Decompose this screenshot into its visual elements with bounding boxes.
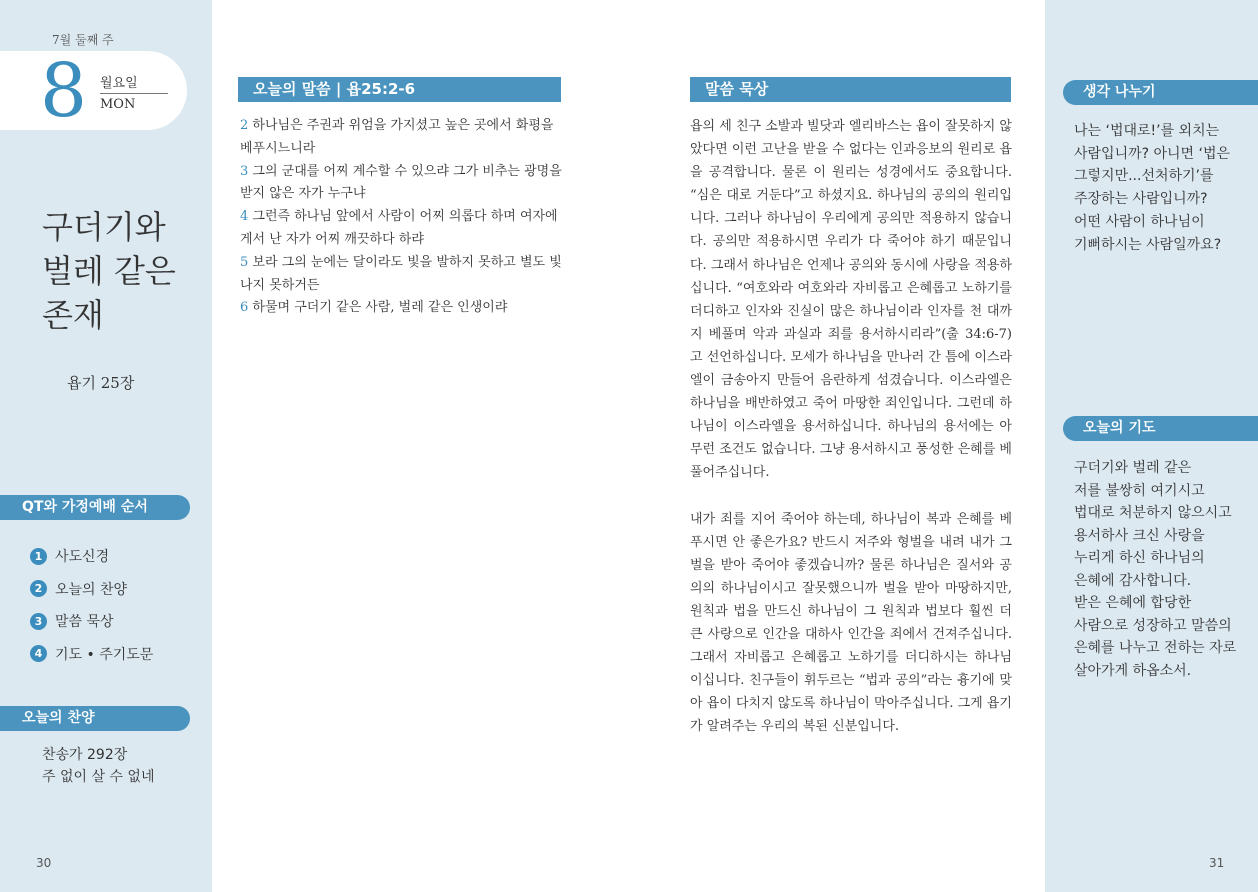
- prayer-line: 받은 은혜에 합당한: [1074, 595, 1192, 611]
- prayer-line: 은혜를 나누고 전하는 자로: [1074, 640, 1237, 656]
- day-of-week-en: MON: [100, 97, 136, 112]
- scripture-passage: [240, 115, 566, 320]
- prayer-line: 살아가게 하옵소서.: [1074, 662, 1192, 679]
- order-heading: QT와 가정예배 순서: [0, 495, 190, 520]
- date-box: [0, 48, 187, 134]
- prayer-heading: 오늘의 기도: [1063, 416, 1258, 441]
- share-text: [1074, 120, 1254, 256]
- order-item-label: 오늘의 찬양: [55, 581, 128, 598]
- chapter-reference: 욥기 25장: [67, 374, 135, 392]
- prayer-line: 용서하사 크신 사랑을: [1074, 527, 1205, 544]
- meditation-heading: 말씀 묵상: [690, 77, 1011, 102]
- share-line: 그렇지만...선처하기’를: [1074, 168, 1214, 185]
- week-label: 7월 둘째 주: [52, 33, 114, 47]
- meditation-body: [690, 115, 1012, 738]
- verse-number: 3: [240, 163, 249, 179]
- prayer-line: 법대로 처분하지 않으시고: [1074, 505, 1232, 521]
- order-item: [30, 605, 153, 638]
- order-number-badge: 1: [30, 548, 47, 565]
- verse-text: 하나님은 주권과 위엄을 가지셨고 높은 곳에서 화평을 베푸시느니라: [240, 118, 554, 156]
- order-item: [30, 573, 153, 606]
- share-line: 사람입니까? 아니면 ‘법은: [1074, 145, 1231, 162]
- meditation-paragraph: 내가 죄를 지어 죽어야 하는데, 하나님이 복과 은혜를 베푸시면 안 좋은가요? 반드시 저주와 형벌을 내려 내가 그 벌을 받아 죽어야 좋겠습니까? 물론 하나님은 질서와 공의의 하나님이시고 잘못했으니까 벌을 받아 마땅하지만, 원칙과 법을 만드신 하나님이 그 원칙과 법보다 훨씬 더 큰 사랑으로 인간을 대하사 인간을 죄에서 건져주십니다. 그래서 자비롭고 은혜롭고 노하기를 더디하시는 하나님이십니다. 친구들이 휘두르는 “법과 공의”라는 흉기에 맞아 욥이 다치지 않도록 하나님이 막아주십니다. 그게 욥기가 알려주는 우리의 복된 신분입니다.: [690, 511, 1012, 735]
- order-number-badge: 4: [30, 645, 47, 662]
- prayer-line: 구더기와 벌레 같은: [1074, 460, 1192, 476]
- page-title: [42, 205, 207, 337]
- prayer-line: 은혜에 감사합니다.: [1074, 572, 1192, 589]
- verse-number: 6: [240, 300, 249, 316]
- verse-number: 2: [240, 118, 249, 133]
- verse-text: 그의 군대를 어찌 계수할 수 있으랴 그가 비추는 광명을 받지 않은 자가 누구냐: [240, 163, 562, 202]
- order-number-badge: 2: [30, 580, 47, 597]
- order-list: [30, 540, 153, 670]
- hymn-heading: 오늘의 찬양: [0, 706, 190, 731]
- order-item-label: 기도 • 주기도문: [55, 646, 154, 663]
- day-number: 8: [40, 48, 88, 134]
- hymn-name: 주 없이 살 수 없네: [42, 769, 155, 785]
- share-line: 주장하는 사람입니까?: [1074, 191, 1208, 208]
- verse-text: 하물며 구더기 같은 사람, 벌레 같은 인생이랴: [248, 300, 508, 316]
- verse-text: 보라 그의 눈에는 달이라도 빛을 발하지 못하고 별도 빛나지 못하거든: [240, 254, 562, 293]
- order-item-label: 사도신경: [55, 549, 110, 566]
- prayer-line: 누리게 하신 하나님의: [1074, 550, 1205, 566]
- share-line: 어떤 사람이 하나님이: [1074, 213, 1205, 230]
- verse-number: 4: [240, 209, 249, 225]
- verse-number: 5: [240, 254, 249, 270]
- order-item: [30, 540, 153, 573]
- verse-text: 그런즉 하나님 앞에서 사람이 어찌 의롭다 하며 여자에게서 난 자가 어찌 깨끗하다 하랴: [240, 209, 558, 247]
- page-number-right: 31: [1209, 856, 1225, 870]
- hymn-number: 찬송가 292장: [42, 747, 128, 763]
- title-line: 벌레 같은: [42, 252, 176, 290]
- left-sidebar: [0, 0, 212, 892]
- share-line: 나는 ‘법대로!’를 외치는: [1074, 123, 1220, 139]
- page-number-left: 30: [36, 856, 52, 870]
- meditation-paragraph: 욥의 세 친구 소발과 빌닷과 엘리바스는 욥이 잘못하지 않았다면 이런 고난을 받을 수 없다는 인과응보의 원리로 욥을 공격합니다. 물론 이 원리는 성경에서도 중요합니다. “심은 대로 거둔다”고 하셨지요. 하나님의 공의의 원리입니다. 그러나 하나님이 우리에게 공의만 적용하지 않습니다. 공의만 적용하시면 우리가 다 죽어야 하기 때문입니다. 그래서 하나님은 언제나 공의와 동시에 사랑을 적용하십니다. “여호와라 여호와라 자비롭고 은혜롭고 노하기를 더디하고 인자와 진실이 많은 하나님이라 인자를 천 대까지 베풀며 악과 과실과 죄를 용서하시리라”(출 34:6-7)고 선언하십니다. 모세가 하나님을 만나러 간 틈에 이스라엘이 금송아지 만들어 음란하게 섬겼습니다. 이스라엘은 하나님을 배반하였고 죽어 마땅한 죄인입니다. 그런데 하나님이 이스라엘을 용서하십니다. 하나님의 용서에는 아무런 조건도 없습니다. 그냥 용서하시고 풍성한 은혜를 베풀어주십니다.: [690, 119, 1012, 481]
- title-line: 구더기와: [42, 208, 166, 246]
- order-item: [30, 638, 153, 671]
- day-divider: [100, 93, 168, 94]
- prayer-line: 사람으로 성장하고 말씀의: [1074, 617, 1232, 634]
- day-of-week-ko: 월요일: [100, 76, 138, 91]
- share-line: 기뻐하시는 사람일까요?: [1074, 236, 1222, 253]
- prayer-text: [1074, 457, 1254, 682]
- prayer-line: 저를 불쌍히 여기시고: [1074, 482, 1205, 499]
- scripture-heading: 오늘의 말씀 | 욥25:2-6: [238, 77, 561, 102]
- order-number-badge: 3: [30, 613, 47, 630]
- title-line: 존재: [42, 296, 104, 334]
- share-heading: 생각 나누기: [1063, 80, 1258, 105]
- order-item-label: 말씀 묵상: [55, 614, 114, 631]
